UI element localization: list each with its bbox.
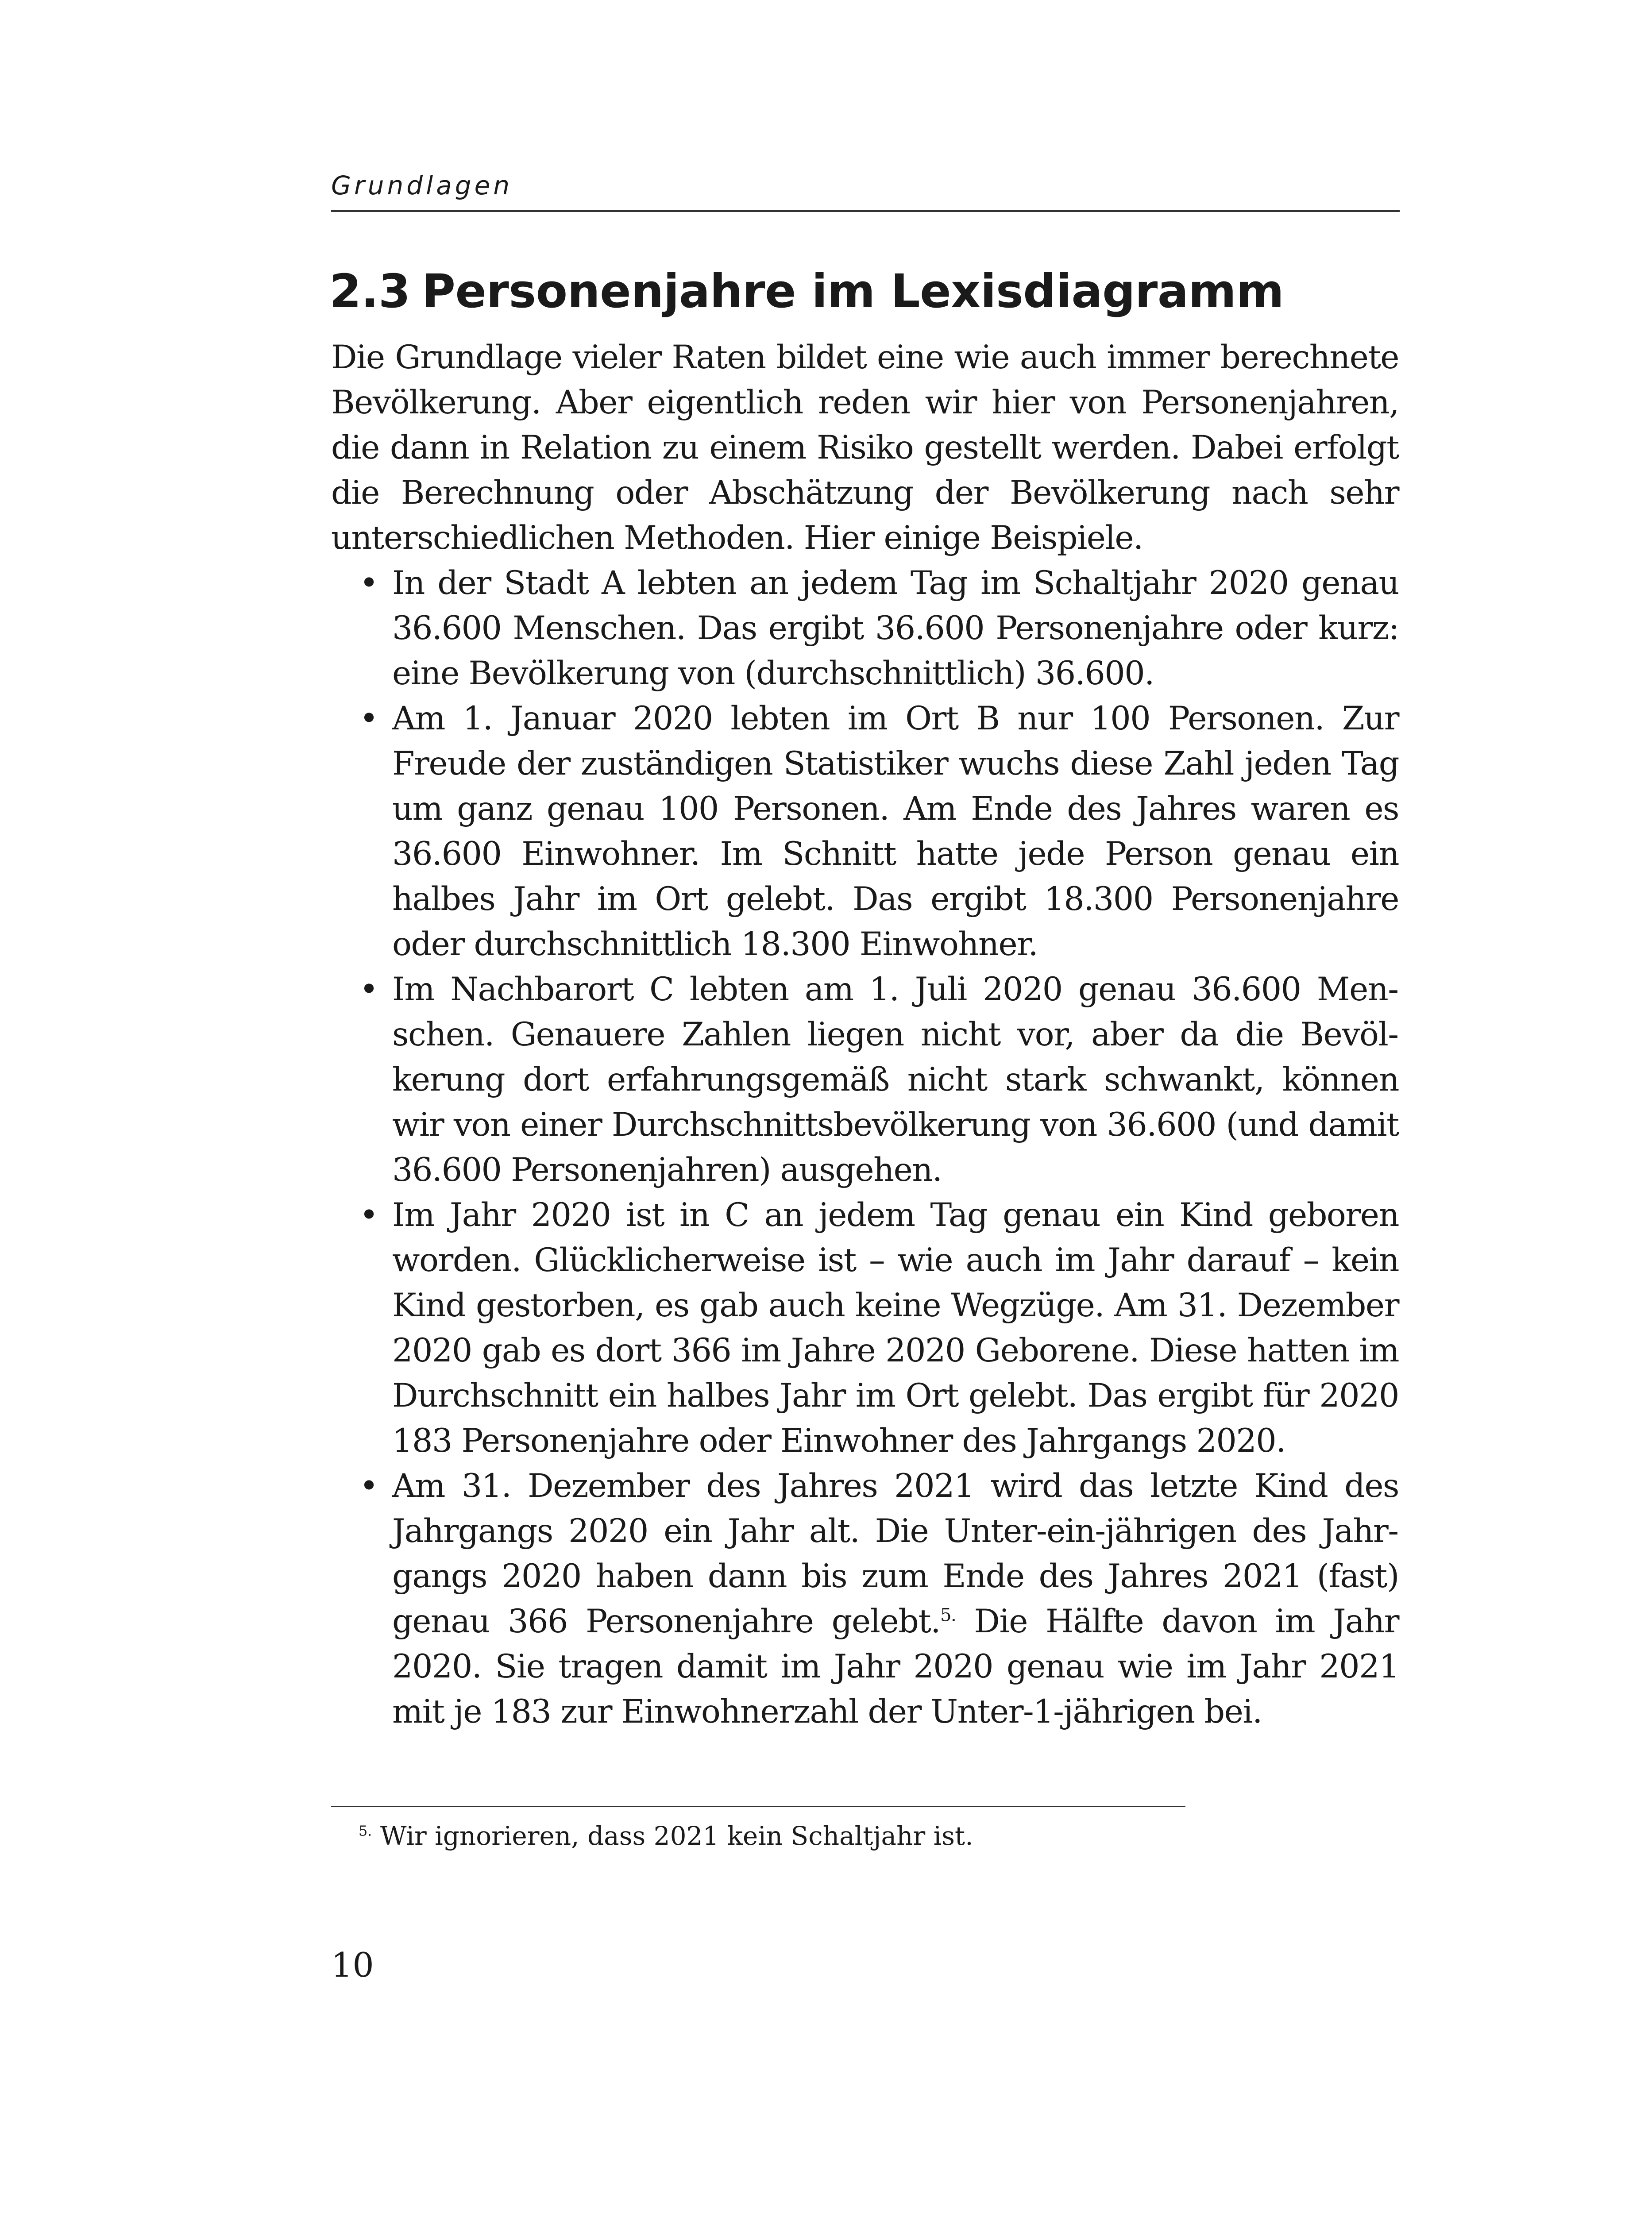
bullet-icon: • <box>359 564 378 602</box>
section-title: Personenjahre im Lexisdiagramm <box>421 264 1284 318</box>
list-item-text-continued: Die Hälfte davon im Jahr 2020. Sie tragen damit im Jahr 2020 genau wie im Jahr 2021 mit je 183 zur Einwohnerzahl der Unter-1-jährigen bei. <box>392 1603 1399 1731</box>
section-number: 2.3 <box>329 264 410 318</box>
footnote-reference: 5. <box>940 1605 956 1626</box>
footnote-rule <box>331 1806 1185 1807</box>
example-list <box>331 561 1399 1735</box>
bullet-icon: • <box>359 1196 378 1234</box>
list-item-text: Am 31. Dezember des Jahres 2021 wird das letzte Kind des Jahrgangs 2020 ein Jahr alt. Die Unter-ein-jährigen des Jahrgangs 2020 haben dann bis zum Ende des Jahres 2021 (fast) genau 366 Personenjahre gelebt. <box>392 1467 1399 1640</box>
section-heading <box>329 264 1400 319</box>
footnote-mark: 5. <box>359 1822 372 1839</box>
list-item-text: Am 1. Januar 2020 lebten im Ort B nur 100 Personen. Zur Freude der zuständigen Statistiker wuchs diese Zahl jeden Tag um ganz genau 100 Personen. Am Ende des Jahres waren es 36.600 Einwohner. Im Schnitt hatte jede Person genau ein halbes Jahr im Ort gelebt. Das ergibt 18.300 Personenjahre oder durchschnittlich 18.300 Einwohner. <box>392 700 1399 963</box>
bullet-icon: • <box>359 1467 378 1505</box>
list-item-text: Im Nachbarort C lebten am 1. Juli 2020 genau 36.600 Menschen. Genauere Zahlen liegen nicht vor, aber da die Bevölkerung dort erfahrungsgemäß nicht stark schwankt, können wir von einer Durchschnittsbevölkerung von 36.600 (und damit 36.600 Personenjahren) ausgehen. <box>392 971 1399 1189</box>
bullet-icon: • <box>359 971 378 1008</box>
list-item-text: In der Stadt A lebten an jedem Tag im Schaltjahr 2020 genau 36.600 Menschen. Das ergibt 36.600 Personenjahre oder kurz: eine Bevölkerung von (durchschnittlich) 36.600. <box>392 564 1399 692</box>
list-item <box>331 1464 1399 1735</box>
running-head: Grundlagen <box>331 170 513 200</box>
intro-paragraph: Die Grundlage vieler Raten bildet eine wie auch immer berechnete Bevölkerung. Aber eigentlich reden wir hier von Personenjahren, die dann in Relation zu einem Risiko gestellt werden. Dabei erfolgt die Berechnung oder Abschätzung der Bevölkerung nach sehr unterschiedlichen Methoden. Hier einige Beispiele. <box>331 339 1399 557</box>
footnote <box>359 1818 1377 1854</box>
body-text <box>331 335 1399 1735</box>
list-item <box>331 561 1399 696</box>
bullet-icon: • <box>359 700 378 737</box>
page-number: 10 <box>331 1945 374 1985</box>
list-item-text: Im Jahr 2020 ist in C an jedem Tag genau ein Kind geboren worden. Glücklicherweise ist – wie auch im Jahr darauf – kein Kind gestorben, es gab auch keine Wegzüge. Am 31. Dezember 2020 gab es dort 366 im Jahre 2020 Geborene. Diese hatten im Durchschnitt ein halbes Jahr im Ort gelebt. Das ergibt für 2020 183 Personenjahre oder Einwohner des Jahrgangs 2020. <box>392 1196 1399 1460</box>
list-item <box>331 1193 1399 1464</box>
header-rule <box>331 210 1400 212</box>
list-item <box>331 696 1399 967</box>
list-item <box>331 967 1399 1193</box>
footnote-text: Wir ignorieren, dass 2021 kein Schaltjahr ist. <box>372 1821 973 1851</box>
